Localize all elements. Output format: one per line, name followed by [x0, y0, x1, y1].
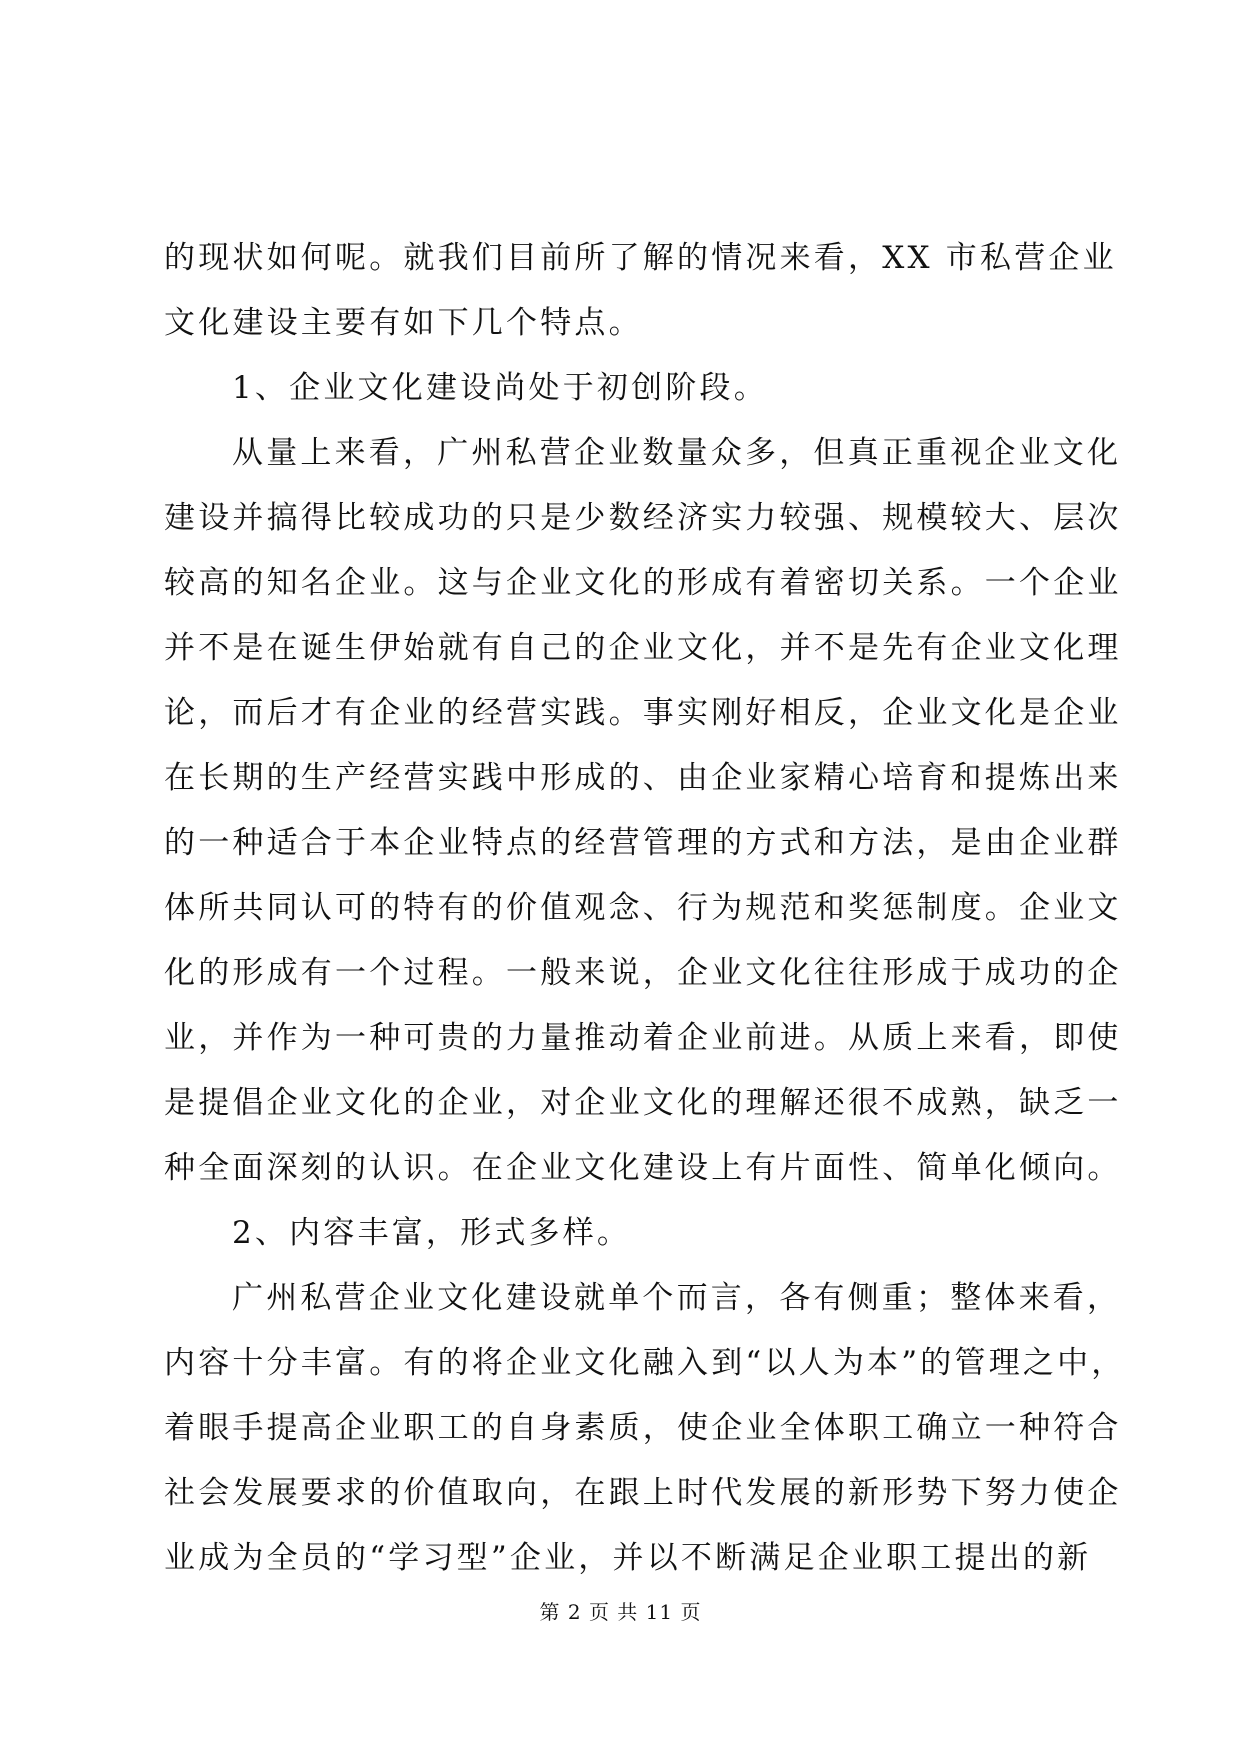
text-line: 内容十分丰富。有的将企业文化融入到“以人为本”的管理之中，: [164, 1345, 1126, 1381]
text-line: 文化建设主要有如下几个特点。: [164, 305, 643, 341]
text-line: 在长期的生产经营实践中形成的、由企业家精心培育和提炼出来: [164, 760, 1122, 796]
section-heading: 1、企业文化建设尚处于初创阶段。: [232, 370, 768, 406]
text-line: 较高的知名企业。这与企业文化的形成有着密切关系。一个企业: [164, 565, 1122, 601]
text-line: 广州私营企业文化建设就单个而言，各有侧重；整体来看，: [232, 1280, 1122, 1316]
page-number-footer: 第 2 页 共 11 页: [539, 1600, 702, 1624]
text-line: 论，而后才有企业的经营实践。事实刚好相反，企业文化是企业: [164, 695, 1122, 731]
section-heading: 2、内容丰富，形式多样。: [232, 1215, 632, 1251]
text-line: 种全面深刻的认识。在企业文化建设上有片面性、简单化倾向。: [164, 1150, 1122, 1186]
text-line: 的现状如何呢。就我们目前所了解的情况来看，XX 市私营企业: [164, 240, 1117, 276]
text-line: 业成为全员的“学习型”企业，并以不断满足企业职工提出的新: [164, 1540, 1092, 1576]
text-line: 从量上来看，广州私营企业数量众多，但真正重视企业文化: [232, 435, 1122, 471]
text-line: 并不是在诞生伊始就有自己的企业文化，并不是先有企业文化理: [164, 630, 1122, 666]
text-line: 业，并作为一种可贵的力量推动着企业前进。从质上来看，即使: [164, 1020, 1122, 1056]
document-body: [164, 226, 1126, 1591]
text-line: 化的形成有一个过程。一般来说，企业文化往往形成于成功的企: [164, 955, 1122, 991]
text-line: 是提倡企业文化的企业，对企业文化的理解还很不成熟，缺乏一: [164, 1085, 1122, 1121]
text-line: 着眼手提高企业职工的自身素质，使企业全体职工确立一种符合: [164, 1410, 1122, 1446]
text-line: 社会发展要求的价值取向，在跟上时代发展的新形势下努力使企: [164, 1475, 1122, 1511]
text-line: 建设并搞得比较成功的只是少数经济实力较强、规模较大、层次: [164, 500, 1122, 536]
text-line: 的一种适合于本企业特点的经营管理的方式和方法，是由企业群: [164, 825, 1122, 861]
text-line: 体所共同认可的特有的价值观念、行为规范和奖惩制度。企业文: [164, 890, 1122, 926]
